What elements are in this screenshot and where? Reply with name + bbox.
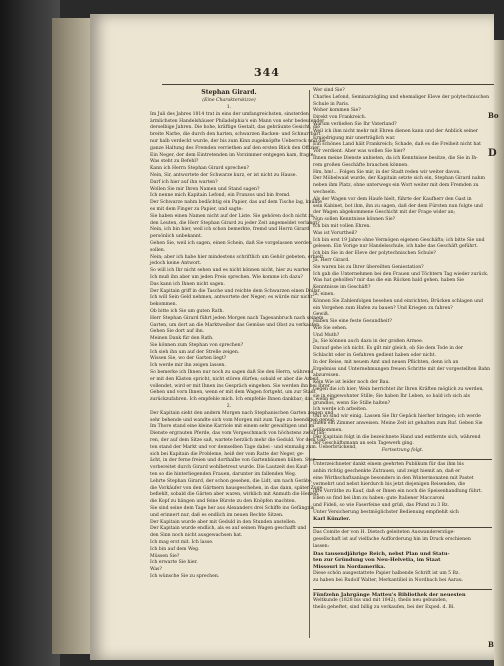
text-line: Schlacht oder in Gefahren gedient haben oder nicht. bbox=[313, 353, 436, 359]
text-line: nur halb verdeckt wurde, der bis zum Kinn zugeknöpfte Ueberrock und die bbox=[150, 138, 326, 144]
text-line: Und Muth? bbox=[313, 332, 340, 338]
text-line: Was? bbox=[150, 567, 162, 573]
text-line: Wissen Sie, wo der Garten liegt? bbox=[150, 356, 227, 362]
text-line: ärmlichsten Handelshäuser Philadelphia's ein Mann von sehr bedeutender bbox=[150, 118, 325, 124]
text-line: ten so die hinterliegenden Frauen, darunter im fallenden Weg. bbox=[150, 472, 297, 478]
text-line: Können Sie Zahlenfolgen besehen und einrichten, Brücken schlagen und bbox=[313, 298, 483, 304]
text-line: Ich werde ich arbeiten. bbox=[313, 407, 368, 413]
text-line: Ja, Sie können auch dazu in der großen Armee. bbox=[313, 339, 424, 345]
text-line: Nun sollen Kenntnisse können Sie? bbox=[313, 217, 396, 223]
text-line: Im Juli des Jahres 1814 trat in eins der umfangreichsten, sinsterden bbox=[150, 111, 309, 117]
section-number: 1. bbox=[226, 105, 232, 110]
text-line: neben ihm Platz, ohne unterwegs ein Wort weiter mit dem Fremden zu bbox=[313, 183, 479, 189]
text-line: Das kann ich Ihnen nicht sagen. bbox=[150, 281, 225, 287]
text-line: eine Wirthschaftsanlage besonders in den Wintermonaten mit Pastet bbox=[313, 475, 474, 481]
text-line: Kein Wie ist leider noch der Bau. bbox=[313, 380, 390, 386]
text-line: Ich mag erst mit. Ich lasse. bbox=[150, 540, 214, 545]
text-line: Das Comite der von H. Dietsch geleiteten Auswandererzüge- bbox=[313, 530, 455, 536]
text-line: Vor verdient. Aber was wollen Sie hier? bbox=[313, 149, 406, 155]
text-line: jedoch keine Antwort. bbox=[150, 261, 202, 267]
text-line: Was ist Vorurtheil? bbox=[313, 230, 357, 236]
text-line: Das tausendjährige Reich, nebst Plan und Statu- bbox=[313, 550, 450, 557]
text-line: Haben Sie eine feste Gesundheit? bbox=[313, 319, 392, 325]
text-line: zurückzufahren. Ich empfehle mich. Ich empfehle Ihnen dankbar; das, wenn er bbox=[150, 397, 335, 403]
text-line: Wollen Sie mir Ihren Namen und Stand sagen? bbox=[150, 186, 260, 192]
text-line: Unterzeichneter dankt einem geehrten Publikum für das ihm bis bbox=[313, 462, 464, 468]
text-line: gesellschaft ist auf vielfache Aufforderung hin im Druck erschienen bbox=[313, 537, 471, 542]
column-divider bbox=[309, 90, 310, 638]
text-line: Nein, Sir, antwortete der Schwarze kurz, er ist nicht zu Hause. bbox=[150, 172, 297, 178]
text-line: Gehen und vorn Ihnen, wenn er mit dem Wagen fortgeht, um zur Stadt bbox=[150, 390, 316, 396]
text-line: Der Kapitain wurde endlich, als es auf seinen Wagen geschafft und bbox=[150, 526, 307, 532]
text-line: Diese schön ausgestattete Papier halbende Schrift ist um 5 Bz. bbox=[313, 570, 460, 576]
text-line: Ein schönes Land hält Frankreich; Schade, daß es die Freiheit nicht hat bbox=[313, 142, 481, 148]
text-line: Weil ich ihm nicht mehr mit Ehren dienen kann und der Anblick seiner bbox=[313, 128, 479, 134]
text-line: sie in eingewohnter Stille; Sie haben Ihr Leben, so bald ich sich als bbox=[313, 393, 470, 399]
text-line: Direkt von Frankreich. bbox=[313, 115, 367, 121]
book-spine bbox=[0, 0, 60, 666]
text-line: Ich wünsche Sie zu sprechen. bbox=[150, 573, 220, 579]
text-line: ren, der auf dem Sitze saß, wartete herzlich mehr die Geduld. Vor dem Gar- bbox=[150, 438, 328, 444]
text-line: ächt, in der ferne freien und dorthalbe von Gartenbäumen hüben. Ster- bbox=[150, 458, 317, 464]
text-line: In der Reise, mit neuem Amt und neuen Pflichten, denn ich an bbox=[313, 359, 459, 365]
advertisement-neu-helvetia bbox=[313, 530, 492, 584]
text-line: Weltkunde (1828 bis und mit 1842), theils neu gebunden, bbox=[313, 598, 448, 604]
text-line: befiehlt, sobald die Gärten aber waren, wirklich mit Anmuth die Herzen, bbox=[150, 492, 320, 498]
text-line: Ich bin Sie in der Eleve der polytechnischen Schule? bbox=[313, 251, 436, 257]
header-rule bbox=[162, 84, 494, 85]
text-line: Fünfzehn Jahrgänge Matteu's Bibliothek der neuesten bbox=[313, 591, 466, 598]
text-line: es mit dem Finger zu Papier, und sagte: bbox=[150, 206, 243, 212]
text-line: Dienste ergrauten Pferde, das vom Vorgeschmack von höchstens zwölf Jah- bbox=[150, 431, 326, 437]
text-line: Lehrte Stephan Girard, der schon gesehen, die Lidt, um nach Geräte, bbox=[150, 478, 313, 484]
text-line: Eben so find bei ihm zu haben: gute Italiener Maccaroni bbox=[313, 496, 445, 502]
text-line: er mit den Kästen spricht, nicht stören dürfen; sobald er aber die Arbeit bbox=[150, 376, 319, 382]
text-line: So will ich Ihr nicht sehen und es nicht können nicht, hier zu warten. bbox=[150, 268, 312, 274]
text-line: Ihnen meine Dienste anbieten, da ich Kenntnisse besitze, die Sie in Ih- bbox=[313, 155, 478, 161]
text-line: Sie können zum Stephan von sprechen? bbox=[150, 342, 244, 348]
text-line: Hm, hm!... Folgen Sie mir, in der Stadt reden wir weiter davon. bbox=[313, 169, 461, 175]
text-line: Ich erwarte Sie hier. bbox=[150, 560, 198, 566]
text-line: sich bei Kapitain die Probleme, heiß der vom Ratte der Neger, ge- bbox=[150, 451, 305, 457]
page-stack-edge bbox=[494, 40, 504, 666]
text-line: Ich nenne mich Kapitain Lefond, ein Franzos und bin fremd. bbox=[150, 193, 291, 199]
text-line: sehr behende und wandte sich vom Morgen mit zum Tage zu beendigen genug. bbox=[150, 417, 336, 423]
text-line: Ein Neger, der dem Eintretenden im Vorzimmer entgegen kam, fragte: bbox=[150, 152, 316, 158]
text-line: Herr Stephan Girard führt jeden Morgen nach Tagesanbruch nach seinem bbox=[150, 315, 324, 321]
text-line: Ihnen ein Zimmer anweisen. Meine Zeit ist gehalten zum Ruf. Geben Sie bbox=[313, 421, 483, 427]
margin-fragment-3: B bbox=[488, 640, 494, 649]
text-line: vorbereitet durch Girard wohlbetreut wurde. Die Lautzeit des Kauf- bbox=[150, 465, 309, 471]
text-line: Ich sieh ihn um auf der Strelle zeigen. bbox=[150, 349, 240, 355]
text-line: Warum verließen Sie Ihr Vaterland? bbox=[313, 121, 397, 127]
text-line: Nein; aber ich habe hier mindestens schriftlich um Gehör gebeten, erhielt bbox=[150, 254, 324, 260]
text-line: Ich muß ihn aber um jeden Preis sprechen. Wie komme ich dazu? bbox=[150, 274, 303, 280]
text-line: 2. bbox=[226, 404, 232, 410]
text-line: Im Thore stand eine kleine Karriole mit einem sehr gewaltigen und im bbox=[150, 424, 315, 430]
text-line: Garten, um dort an die Marktweiber das Gemüse und Obst zu verkaufen. bbox=[150, 322, 321, 328]
left-page-edge bbox=[52, 18, 92, 654]
text-line: Schule in Paris. bbox=[313, 101, 350, 107]
text-line: gelesen. Ein Vorige nur Handelsschule, ich habe das Geschäft geführt. bbox=[313, 244, 478, 250]
text-line: Darf ich hier auf ihn warten? bbox=[150, 179, 218, 185]
text-line: Der Kapitain sieht den andern Morgen nach Stephanischen Garten zeigen und bbox=[150, 410, 334, 416]
text-line: willkommen. bbox=[313, 427, 343, 433]
text-line: Ich bin erst 19 Jahre ohne Vermögen eigenen Geschäfts; ich bitte Sie und bbox=[313, 237, 485, 243]
text-line: persönlich unbekannt. bbox=[150, 234, 203, 240]
text-line: Karl Künzler. bbox=[313, 516, 351, 523]
text-line: Der Kapitain folgt in die bezeichnete Hand und entfernte sich, während bbox=[313, 434, 481, 440]
margin-fragment-2: D bbox=[488, 148, 497, 159]
text-line: Ich gab die Unternehmen bei den Frauen und Töchtern Tag wieder zurück. bbox=[313, 271, 489, 277]
text-line: ten zur Gründung von Neu-Helvetia, im Staat bbox=[313, 557, 441, 564]
text-line: Der Schwarze nahm bedächtig ein Papier, das auf dem Tische lag, knüllte bbox=[150, 200, 322, 206]
text-line: Ergebniss und Unternehmungen freuen Schritte mit der vorgestellten Bahn bbox=[313, 366, 491, 372]
right-column bbox=[313, 88, 492, 648]
text-line: der Geschäftsmann an sein Tagewerk ging. bbox=[313, 441, 414, 447]
text-line: Gewiß. bbox=[313, 312, 330, 318]
text-line: Meinen Dank für den Rath. bbox=[150, 336, 214, 342]
text-line: Unter Versicherung bestmöglichster Bedienung empfiehlt sich bbox=[313, 509, 459, 515]
text-line: zu haben bei Rudolf Walter, Merkantiliel in Nordbach bei Aarau. bbox=[313, 577, 464, 583]
text-line: sollen. bbox=[150, 247, 166, 253]
text-line: grundlos, wenn Sie Stille halten? bbox=[313, 400, 391, 406]
text-line: vollendet, wird er mit Ihnen ins Gespräch eingehen. Sie werden ihn bei Ihrer bbox=[150, 383, 331, 389]
text-line: ten stand der Markt und vor demselben Tage dabei - und einmalig zum. Ueberbrückend, bbox=[150, 444, 357, 450]
text-line: Nein, ich bin hier, weil ich schon bemerkte, fremd und Herrn Girard bbox=[150, 227, 310, 233]
margin-fragment-1: Bo bbox=[488, 111, 499, 120]
story-continuation-text bbox=[313, 88, 492, 448]
article-title: Stephan Girard. bbox=[201, 89, 257, 96]
text-line: Erniedrigung mir unerträglich war. bbox=[313, 135, 396, 141]
text-line: So bemerke ich Ihnen nur noch zu sagen daß Sie den Herrn, während bbox=[150, 370, 314, 376]
text-line: Ich will Sein Geld nehmen, antwortete der Neger; es würde mir nicht bbox=[150, 295, 313, 301]
text-line: Sie waren bis zu Ihrer übereilten Geniestation? bbox=[313, 264, 424, 270]
text-line: Missouri in Nordamerika. bbox=[313, 564, 386, 571]
text-line: derselbige Jahren. Die hohe, kräftige Gestalt, das gebräunte Gesicht, die bbox=[150, 125, 320, 131]
text-line: den Sinn noch nicht ausgewachsen hat. bbox=[150, 533, 243, 539]
text-line: ganze Haltung des Fremden verriethen auf den ersten Blick den Offizier. bbox=[150, 145, 321, 151]
text-line: Ich bin mit vollen Ehren. bbox=[313, 223, 371, 229]
text-line: der Wagen abgekommene Geschicht mit der Frage wider an; bbox=[313, 210, 456, 216]
text-line: anhin richtig geschenkte Zutrauen, und zeigt hiemit an, daß er bbox=[313, 468, 461, 474]
text-line: Gut so sind wir einig. Lassen Sie Ihr Gepäck hierher bringen; ich werde bbox=[313, 414, 481, 420]
text-line: Gehen Sie dort auf ihn. bbox=[150, 329, 205, 335]
text-line: Müssen Sie? bbox=[150, 553, 180, 559]
text-line: Wer sind Sie? bbox=[313, 88, 345, 93]
text-line: die Kopf zu hängen und feine Bürste zu den Knöpfen machten. bbox=[150, 499, 297, 505]
advertisement-bibliothek bbox=[313, 592, 492, 612]
text-line: Als der Wagen vor dem Haufe hielt, führte der Kaufherr den Gast in bbox=[313, 196, 472, 202]
text-line: Ich bin auf dem Weg. bbox=[150, 546, 200, 552]
text-line: Gehen Sie, weil ich sagen, einen Schein, daß Sie vorgelassen werden bbox=[150, 240, 312, 246]
text-line: Ich werde mir ihn zeigen lassen. bbox=[150, 363, 226, 369]
text-line: Kenntnisse im Geschäft? bbox=[313, 285, 371, 291]
text-line: Der Kapitain griff in die Tasche und reichte dem Schwarzen einen Dollar. bbox=[150, 288, 321, 294]
text-line: wechseln. bbox=[313, 189, 337, 195]
text-line: Der Kapitain wurde aber mit Geduld in den Stunden anstellen. bbox=[150, 519, 297, 525]
text-line: Der Möbelwaid wurde, der Kapitain setzte sich ein, Stephan Girard nahm bbox=[313, 176, 485, 182]
text-line: Was steht zu Befehl? bbox=[150, 159, 199, 165]
text-line: ihre Vorräthe zu Kauf, daß er Ihnen ein noch die Speisenhandlung führt. bbox=[313, 489, 483, 495]
text-line: den Leuten, die Herr Stephan Girard zu jeder Zeit angemeldet verlangt? bbox=[150, 220, 320, 226]
text-line: Ob bitte ich Sie um guten Rath. bbox=[150, 308, 224, 314]
text-line: Ja, einen. bbox=[313, 291, 335, 297]
text-line: Was hat geholfen? mir das die ein Rücken bald gehen. haben Sie bbox=[313, 278, 464, 284]
text-line: sein Kabinet, bot ihm, ihn zu sagen, daß der dem Fürsten nun folgte und bbox=[313, 203, 483, 209]
text-line: lassen: bbox=[313, 543, 330, 549]
text-line: breite Narbe, die durch den harten, schwarzen Backen- und Schnurrbart bbox=[150, 132, 321, 138]
section-rule-3 bbox=[313, 585, 492, 590]
page-number: 344 bbox=[254, 66, 280, 79]
text-line: theils geheftet, sind billig zu verkaufen, bei der Exped. d. Bl. bbox=[313, 605, 455, 611]
text-line: und Fideli, so wie Faserfeine und grüß, das Pfund zu 3 Bz. bbox=[313, 502, 450, 508]
text-line: ein Vorgehen zum Hafen zu bauen? Und Kriegen zu fahren? bbox=[313, 305, 453, 311]
to-be-continued: Fortsetzung folgt. bbox=[381, 448, 424, 454]
text-line: Sie haben einen Namen nicht auf der Liste. Sie gehören doch nicht zu bbox=[150, 213, 314, 219]
text-line: Sie sind seine dem Tage her aus Alexanders drei Schiffe ins Gefängnis bbox=[150, 506, 315, 512]
text-line: Darauf gehe ich nicht. Es gilt mir gleich, ob Sie dem Tode in der bbox=[313, 346, 464, 352]
text-line: Kann ich Herrn Stephan Girard sprechen? bbox=[150, 166, 249, 172]
section-rule-1 bbox=[313, 455, 492, 460]
text-line: rem großen Geschäfte brauchen können. bbox=[313, 162, 409, 168]
section-rule-2 bbox=[313, 523, 492, 528]
text-line: Wie Sie sehen. bbox=[313, 325, 348, 331]
text-line: abzureisen. bbox=[313, 373, 340, 379]
text-line: und erinnert nur, daß es endlich im neuen Rechte Sitzen. bbox=[150, 512, 284, 518]
text-line: Gegen die ich hier; Wein herrichtet ihr Ihren Kräften möglich zu werden, bbox=[313, 387, 484, 393]
text-line: vermehrt und nebst hierdurch bis jetzt diejenigen Reisenden, die bbox=[313, 482, 466, 488]
text-line: Charles Lefond, Seminarzögling und ehemaliger Eleve der polytechnischen bbox=[313, 94, 490, 100]
advertisement-kuenzler bbox=[313, 462, 492, 523]
article-subtitle: (Eine Charakterskizze) bbox=[202, 98, 256, 103]
text-line: Ja, Herr Girard. bbox=[313, 257, 350, 263]
text-line: bekommen. bbox=[150, 302, 178, 308]
text-line: Woher kommen Sie? bbox=[313, 108, 361, 114]
text-line: die Vorkäufer von den Gärtnern hausgeschehen, in das dann, später Zuge bbox=[150, 485, 323, 491]
